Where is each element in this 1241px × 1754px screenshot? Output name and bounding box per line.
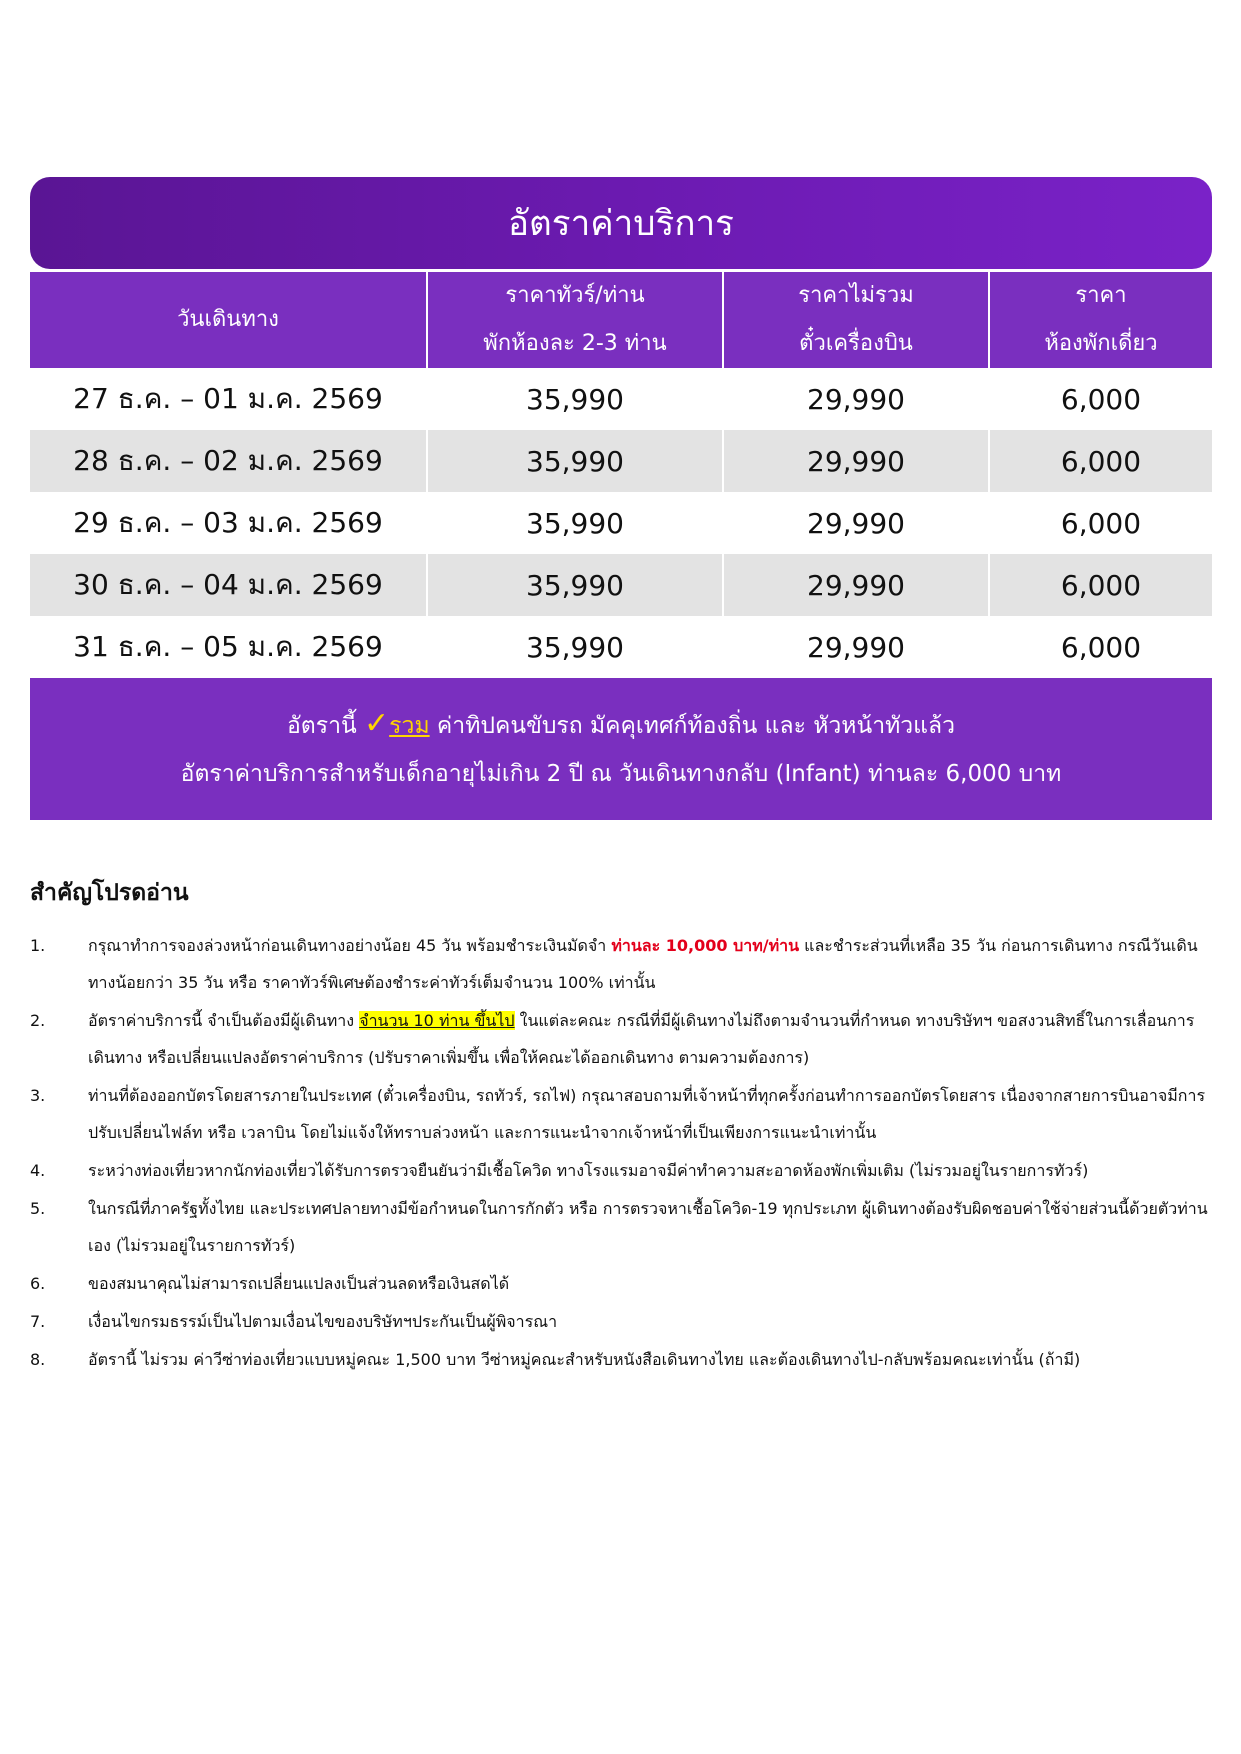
important-heading: สำคัญโปรดอ่าน — [30, 880, 189, 906]
minimum-travelers-highlight: จำนวน 10 ท่าน ขึ้นไป — [359, 1011, 515, 1030]
list-item: 4. ระหว่างท่องเที่ยวหากนักท่องเที่ยวได้รับการตรวจยืนยันว่ามีเชื้อโควิด ทางโรงแรมอาจมีค่าทำความสะอาดห้องพักเพิ่มเติม (ไม่รวมอยู่ในรายการทัวร์) — [30, 1161, 1089, 1180]
check-icon: ✓ — [364, 706, 390, 741]
header-no-ticket-price: ราคาไม่รวม ตั๋วเครื่องบิน — [724, 272, 990, 368]
header-tour-price: ราคาทัวร์/ท่าน พักห้องละ 2-3 ท่าน — [428, 272, 724, 368]
cell-date: 27 ธ.ค. – 01 ม.ค. 2569 — [30, 368, 428, 430]
list-item: 7. เงื่อนไขกรมธรรม์เป็นไปตามเงื่อนไขของบริษัทฯประกันเป็นผู้พิจารณา — [30, 1312, 558, 1331]
header-single-room-price: ราคา ห้องพักเดี่ยว — [990, 272, 1212, 368]
cell-single-room-price: 6,000 — [990, 492, 1212, 554]
price-title: อัตราค่าบริการ — [508, 203, 734, 244]
cell-no-ticket-price: 29,990 — [724, 492, 990, 554]
cell-no-ticket-price: 29,990 — [724, 430, 990, 492]
cell-single-room-price: 6,000 — [990, 430, 1212, 492]
list-item: 8. อัตรานี้ ไม่รวม ค่าวีซ่าท่องเที่ยวแบบหมู่คณะ 1,500 บาท วีซ่าหมู่คณะสำหรับหนังสือเดินทางไทย และต้องเดินทางไป-กลับพร้อมคณะเท่านั้น (ถ้ามี) — [30, 1350, 1081, 1369]
cell-date: 30 ธ.ค. – 04 ม.ค. 2569 — [30, 554, 428, 616]
header-date: วันเดินทาง — [30, 272, 428, 368]
included-label: รวม — [389, 713, 430, 739]
price-section — [30, 177, 1212, 820]
list-item: 6. ของสมนาคุณไม่สามารถเปลี่ยนแปลงเป็นส่วนลดหรือเงินสดได้ — [30, 1274, 510, 1293]
deposit-amount: ท่านละ 10,000 บาท/ท่าน — [611, 936, 800, 955]
rate-note-line1: อัตรานี้ ✓รวม ค่าทิปคนขับรถ มัคคุเทศก์ท้องถิ่น และ หัวหน้าทัวแล้ว — [286, 706, 956, 741]
cell-tour-price: 35,990 — [428, 554, 724, 616]
cell-no-ticket-price: 29,990 — [724, 616, 990, 678]
rate-note-line2: อัตราค่าบริการสำหรับเด็กอายุไม่เกิน 2 ปี ณ วันเดินทางกลับ (Infant) ท่านละ 6,000 บาท — [180, 761, 1062, 787]
cell-single-room-price: 6,000 — [990, 368, 1212, 430]
cell-date: 28 ธ.ค. – 02 ม.ค. 2569 — [30, 430, 428, 492]
cell-tour-price: 35,990 — [428, 368, 724, 430]
cell-no-ticket-price: 29,990 — [724, 368, 990, 430]
list-item: 2. อัตราค่าบริการนี้ จำเป็นต้องมีผู้เดินทาง จำนวน 10 ท่าน ขึ้นไป ในแต่ละคณะ กรณีที่มีผู้เดินทางไม่ถึงตามจำนวนที่กำหนด ทางบริษัทฯ ขอสงวนสิทธิ์ในการเลื่อนการเดินทาง หรือเปลี่ยนแปลงอัตราค่าบริการ (ปรับราคาเพิ่มขึ้น เพื่อให้คณะได้ออกเดินทาง ตามความต้องการ) — [30, 1011, 1195, 1067]
list-item: 3. ท่านที่ต้องออกบัตรโดยสารภายในประเทศ (ตั๋วเครื่องบิน, รถทัวร์, รถไฟ) กรุณาสอบถามที่เจ้าหน้าที่ทุกครั้งก่อนทำการออกบัตรโดยสาร เนื่องจากสายการบินอาจมีการปรับเปลี่ยนไฟล์ท หรือ เวลาบิน โดยไม่แจ้งให้ทราบล่วงหน้า และการแนะนำจากเจ้าหน้าที่เป็นเพียงการแนะนำเท่านั้น — [30, 1086, 1206, 1142]
cell-date: 29 ธ.ค. – 03 ม.ค. 2569 — [30, 492, 428, 554]
cell-single-room-price: 6,000 — [990, 616, 1212, 678]
cell-tour-price: 35,990 — [428, 430, 724, 492]
list-item: 5. ในกรณีที่ภาครัฐทั้งไทย และประเทศปลายทางมีข้อกำหนดในการกักตัว หรือ การตรวจหาเชื้อโควิด-19 ทุกประเภท ผู้เดินทางต้องรับผิดชอบค่าใช้จ่ายส่วนนี้ด้วยตัวท่านเอง (ไม่รวมอยู่ในรายการทัวร์) — [30, 1199, 1208, 1255]
conditions-list — [30, 927, 1212, 1378]
important-section — [30, 875, 1212, 1379]
price-table — [30, 272, 1212, 678]
cell-tour-price: 35,990 — [428, 616, 724, 678]
cell-tour-price: 35,990 — [428, 492, 724, 554]
list-item: 1. กรุณาทำการจองล่วงหน้าก่อนเดินทางอย่างน้อย 45 วัน พร้อมชำระเงินมัดจำ ท่านละ 10,000 บาท/ท่าน และชำระส่วนที่เหลือ 35 วัน ก่อนการเดินทาง กรณีวันเดินทางน้อยกว่า 35 วัน หรือ ราคาทัวร์พิเศษต้องชำระค่าทัวร์เต็มจำนวน 100% เท่านั้น — [30, 936, 1198, 992]
rate-note-box — [30, 678, 1212, 820]
price-title-bar — [30, 177, 1212, 269]
cell-single-room-price: 6,000 — [990, 554, 1212, 616]
cell-no-ticket-price: 29,990 — [724, 554, 990, 616]
cell-date: 31 ธ.ค. – 05 ม.ค. 2569 — [30, 616, 428, 678]
